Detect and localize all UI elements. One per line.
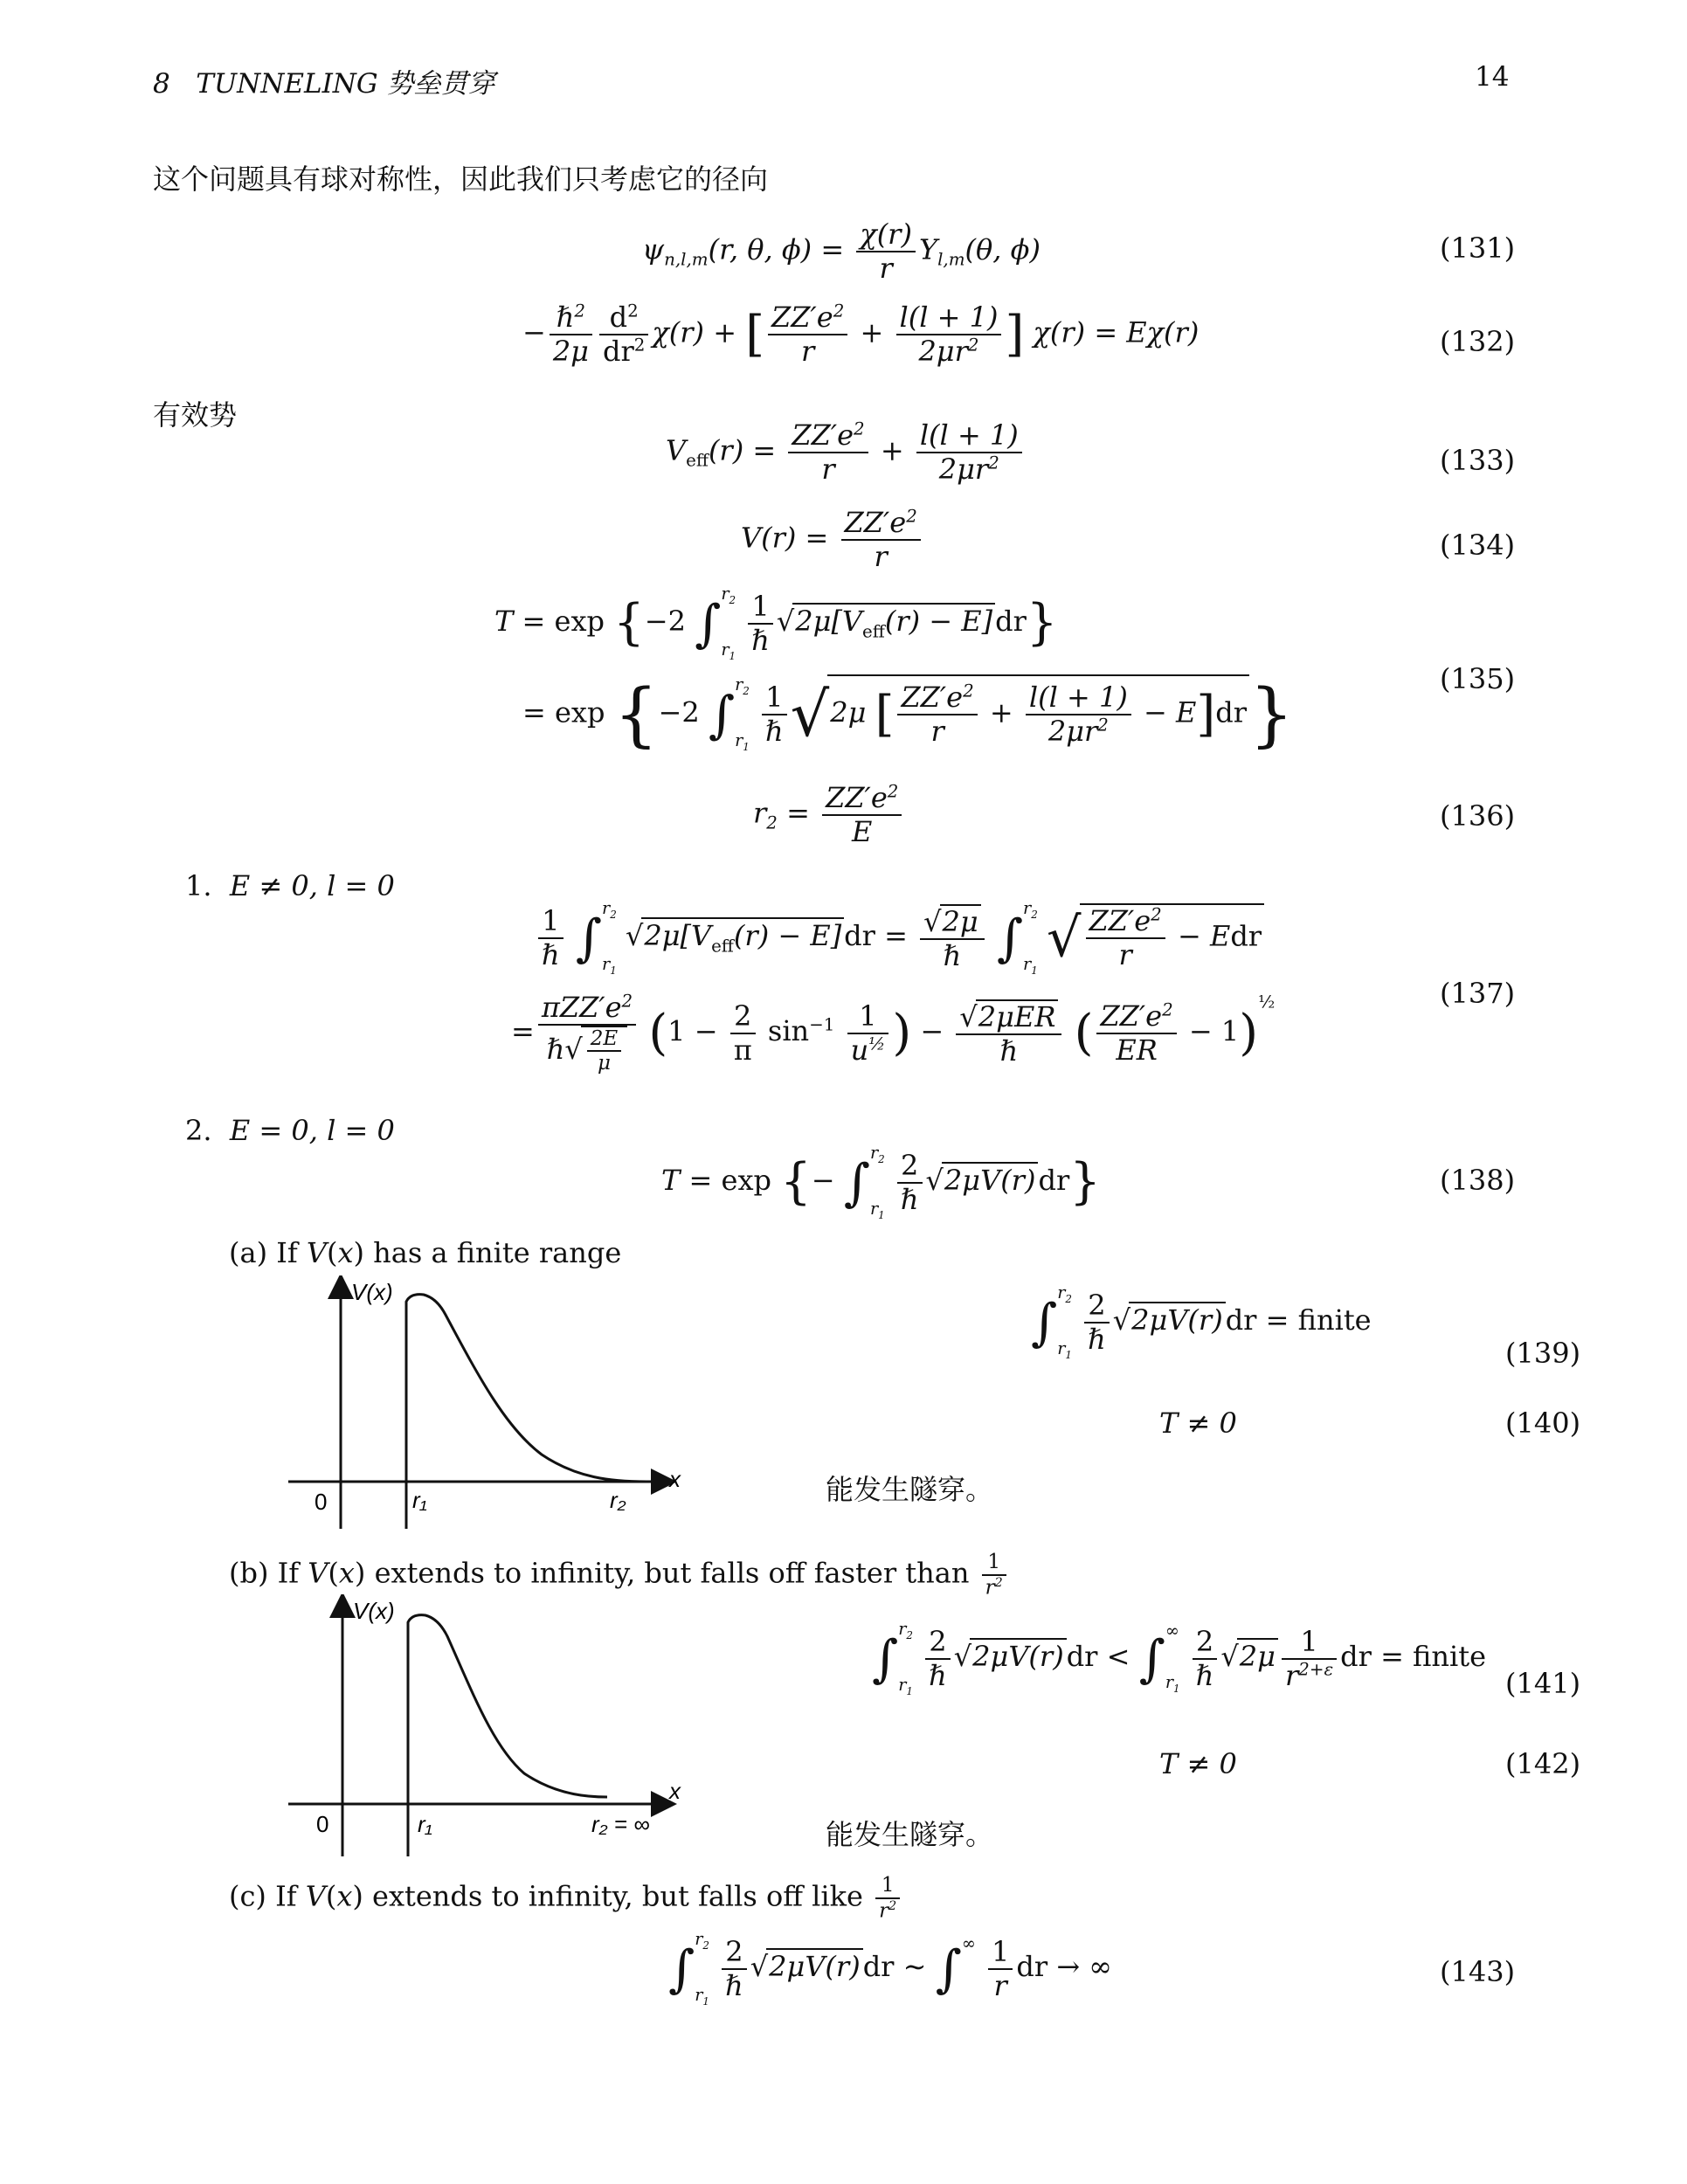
equation-135-line2: = exp {−2 ∫ $r_2$ $r_1$ $\frac{1}{\text{ℏ}}$ √2μ [ $\frac{ZZ'e^2}{r}$ + $\frac{l(l + 1)}{2\mu r^2}$ − E]dr} — [522, 673, 1294, 755]
case-2-number: 2. — [185, 1114, 212, 1147]
equation-139: ∫ $r_2$ $r_1$ $\frac{2}{\text{ℏ}}$ √2μV(r)dr = finite — [1031, 1282, 1372, 1361]
figure-b-r2-label: r₂ = ∞ — [591, 1811, 650, 1837]
subcase-a-text: has a finite range — [373, 1236, 622, 1269]
figure-b-potential-curve — [408, 1615, 607, 1856]
subcase-c-label: (c) If V(x) extends to infinity, but falls off like $\frac{1}{r^2}$ — [229, 1874, 903, 1923]
figure-a-origin-label: 0 — [315, 1489, 328, 1515]
equation-143: ∫ $r_2$ $r_1$ $\frac{2}{\text{ℏ}}$ √2μV(r)dr ∼ ∫ ∞ $\frac{1}{r}$ dr → ∞ — [668, 1929, 1112, 2008]
equation-135-line1: T = exp {−2 ∫ $r_2$ $r_1$ $\frac{1}{\text{ℏ}}$ $√2\mu[V_{eff}(r) - E]dr$} — [494, 584, 1058, 662]
equation-132: − $\frac{\hbar^2}{2\mu}$ $\frac{d^2}{dr^2}$ χ(r) + [ $\frac{ZZ'e^2}{r}$ + $\frac{l(l + 1)}{2\mu r^2}$ ] χ(r) = Eχ(r) — [522, 301, 1200, 368]
figure-b-r1-label: r₁ — [418, 1811, 432, 1837]
equation-number-133: (133) — [1440, 444, 1516, 477]
figure-b-x-axis-label: x — [669, 1778, 681, 1804]
subcase-c-marker: (c) — [229, 1879, 266, 1913]
subcase-b-label: (b) If V(x) extends to infinity, but falls off faster than $\frac{1}{r^2}$ — [229, 1551, 1010, 1600]
figure-b-potential-plot — [280, 1594, 690, 1856]
figure-a-r1-label: r₁ — [412, 1487, 427, 1513]
equation-number-138: (138) — [1440, 1164, 1516, 1197]
equation-number-134: (134) — [1440, 529, 1516, 562]
equation-131: $\psi_{n,l,m}(r$, θ, ϕ) = $\frac{\chi(r)}{r}$ $Y_{l,m}(\theta$, ϕ) — [642, 218, 1041, 285]
equation-number-140: (140) — [1505, 1406, 1581, 1440]
equation-number-139: (139) — [1505, 1337, 1581, 1370]
equation-number-142: (142) — [1505, 1747, 1581, 1780]
equation-137-line1: $\frac{1}{\text{ℏ}}$ ∫ $r_2$ $r_1$ $√2\mu[V_{eff}(r) - E]dr$ = $\frac{√2\mu}{\text{ℏ}}$ ∫ $r_2$ $r_1$ √ $\frac{ZZ'e^2}{r}$ − Edr — [535, 900, 1264, 976]
case-2-condition: E = 0, l = 0 — [229, 1114, 395, 1147]
equation-137-line2: = $\pi ZZ'e^2$ ℏ√ $\frac{2E}{\mu}$ (1 − $\frac{2}{\pi}$ $\sin^{-1}$ $\frac{1}{u^{\frac{1}{2}}}$ ) − $\frac{\text{√2μER}}{\text{ℏ}}$ ( $\frac{ZZ'e^2}{ER}$ − 1)$^{\frac{1}{2}}$ — [511, 991, 1276, 1075]
equation-138: T = exp {− ∫ $r_2$ $r_1$ $\frac{2}{\text{ℏ}}$ √2μV(r)dr} — [661, 1143, 1101, 1221]
equation-number-143: (143) — [1440, 1955, 1516, 1988]
figure-a-x-axis-label: x — [669, 1466, 681, 1492]
equation-number-135: (135) — [1440, 662, 1516, 695]
equation-133: $V_{eff}(r)$ = $\frac{ZZ'e^2}{r}$ + $\frac{l(l + 1)}{2\mu r^2}$ — [666, 419, 1026, 486]
figure-a-potential-plot — [280, 1275, 690, 1529]
figure-a-y-axis-label: V(x) — [351, 1279, 393, 1305]
figure-b-y-axis-label: V(x) — [353, 1598, 395, 1624]
equation-number-132: (132) — [1440, 325, 1516, 358]
figure-b-origin-label: 0 — [316, 1811, 329, 1837]
subcase-c-text: extends to infinity, but falls off like — [372, 1879, 863, 1913]
case-2-label — [185, 1114, 395, 1147]
subcase-a-result: 能发生隧穿。 — [826, 1473, 994, 1506]
equation-number-131: (131) — [1440, 232, 1516, 265]
subcase-b-marker: (b) — [229, 1556, 269, 1590]
equation-136: $r_2$ = $\frac{ZZ'e^2}{E}$ — [753, 782, 905, 848]
equation-140: T ≠ 0 — [1159, 1406, 1237, 1440]
equation-139-finite: finite — [1297, 1303, 1372, 1337]
case-1-number: 1. — [185, 869, 212, 902]
equation-number-137: (137) — [1440, 977, 1516, 1010]
effective-potential-label: 有效势 — [153, 398, 238, 432]
subcase-b-text: extends to infinity, but falls off faster than — [374, 1556, 970, 1590]
equation-134: V(r) = $\frac{ZZ'e^2}{r}$ — [741, 507, 924, 573]
case-1-label — [185, 869, 395, 902]
equation-141: ∫ $r_2$ $r_1$ $\frac{2}{\text{ℏ}}$ √2μV(r)dr < ∫ ∞ $r_1$ $\frac{2}{\text{ℏ}}$ √2μ $\frac{1}{r^{2+\varepsilon}}$ dr = finite — [872, 1619, 1487, 1697]
equation-142: T ≠ 0 — [1159, 1747, 1237, 1780]
subcase-a-prefix: If — [276, 1236, 298, 1269]
figure-a-r2-label: r₂ — [610, 1487, 626, 1513]
page-number: 14 — [1475, 61, 1510, 93]
equation-number-136: (136) — [1440, 799, 1516, 833]
subcase-c-prefix: If — [275, 1879, 297, 1913]
subcase-b-prefix: If — [277, 1556, 300, 1590]
section-number: 8 — [153, 68, 170, 100]
subcase-a-label: (a) If V(x) has a finite range — [229, 1236, 622, 1269]
subcase-b-result: 能发生隧穿。 — [826, 1818, 994, 1851]
header-section — [153, 61, 495, 100]
intro-text: 这个问题具有球对称性，因此我们只考虑它的径向 — [153, 162, 769, 196]
section-title: TUNNELING 势垒贯穿 — [196, 68, 495, 100]
equation-number-141: (141) — [1505, 1667, 1581, 1700]
equation-141-finite: finite — [1413, 1640, 1487, 1674]
case-1-condition: E ≠ 0, l = 0 — [229, 869, 395, 902]
subcase-a-marker: (a) — [229, 1236, 268, 1269]
